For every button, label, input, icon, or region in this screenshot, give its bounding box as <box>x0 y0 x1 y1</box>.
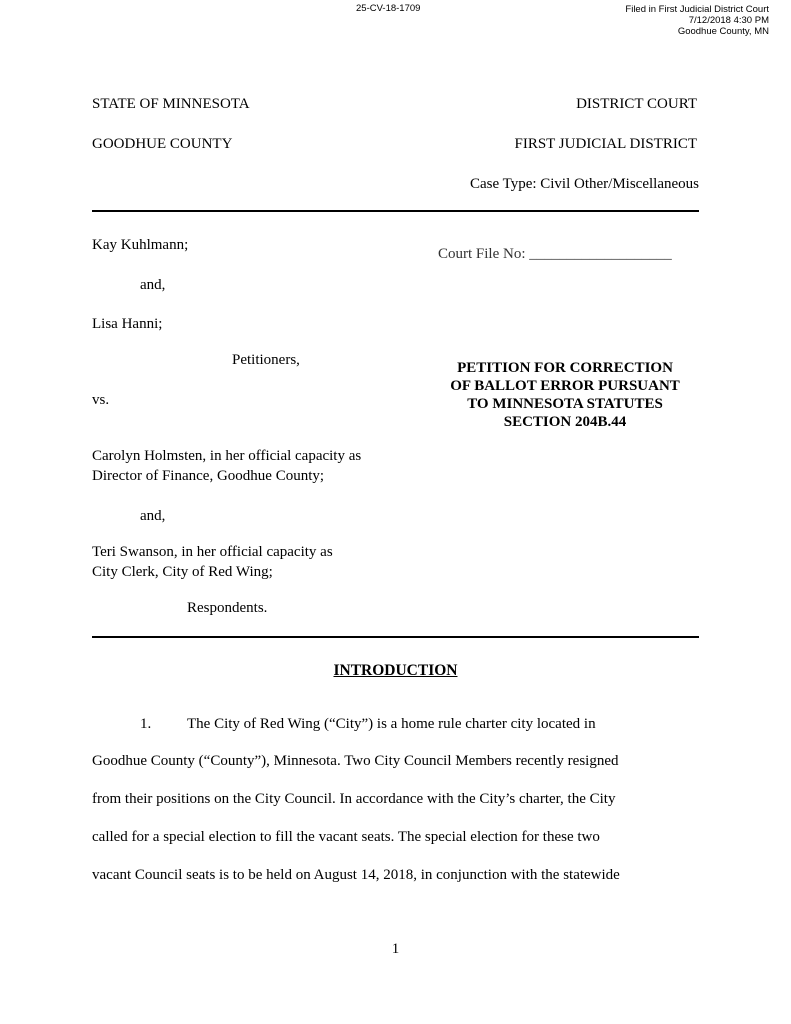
case-type: Case Type: Civil Other/Miscellaneous <box>469 176 699 192</box>
petitioner-1: Kay Kuhlmann; <box>92 237 189 253</box>
respondents-label: Respondents. <box>187 600 268 616</box>
respondent-2-line-2: City Clerk, City of Red Wing; <box>92 564 273 580</box>
petitioners-label: Petitioners, <box>232 352 300 368</box>
petition-title-line-1: PETITION FOR CORRECTION <box>457 360 673 376</box>
petitioner-2: Lisa Hanni; <box>92 316 163 332</box>
intro-line-1: The City of Red Wing (“City”) is a home rule charter city located in <box>187 716 596 732</box>
introduction-heading: INTRODUCTION <box>333 662 458 679</box>
state-label: STATE OF MINNESOTA <box>92 96 250 112</box>
page-number: 1 <box>391 941 400 957</box>
intro-line-5: vacant Council seats is to be held on August 14, 2018, in conjunction with the statewide <box>92 867 620 883</box>
caption-divider-bottom <box>92 636 699 638</box>
county-label: GOODHUE COUNTY <box>92 136 233 152</box>
respondent-1-line-2: Director of Finance, Goodhue County; <box>92 468 325 484</box>
court-label: DISTRICT COURT <box>576 96 697 112</box>
and-connector-1: and, <box>140 277 166 293</box>
caption-divider-top <box>92 210 699 212</box>
court-file-number: Court File No: ___________________ <box>438 246 672 262</box>
respondent-2-line-1: Teri Swanson, in her official capacity as <box>92 544 333 560</box>
district-label: FIRST JUDICIAL DISTRICT <box>514 136 697 152</box>
filing-stamp-line2: 7/12/2018 4:30 PM <box>688 15 769 26</box>
filing-stamp-line3: Goodhue County, MN <box>677 26 769 37</box>
filing-stamp-line1: Filed in First Judicial District Court <box>625 4 769 15</box>
versus-label: vs. <box>92 392 110 408</box>
intro-line-3: from their positions on the City Council. In accordance with the City’s charter, the City <box>92 791 616 807</box>
intro-line-4: called for a special election to fill the vacant seats. The special election for these two <box>92 829 600 845</box>
petition-title <box>420 359 710 431</box>
petition-title-line-4: SECTION 204B.44 <box>503 414 627 430</box>
and-connector-2: and, <box>140 508 166 524</box>
respondent-1-line-1: Carolyn Holmsten, in her official capacity as <box>92 448 362 464</box>
intro-line-2: Goodhue County (“County”), Minnesota. Two City Council Members recently resigned <box>92 753 619 769</box>
paragraph-number: 1. <box>140 716 152 732</box>
filing-stamp <box>625 4 769 37</box>
petition-title-line-2: OF BALLOT ERROR PURSUANT <box>450 378 680 394</box>
petition-title-line-3: TO MINNESOTA STATUTES <box>467 396 663 412</box>
case-number: 25-CV-18-1709 <box>356 3 421 14</box>
